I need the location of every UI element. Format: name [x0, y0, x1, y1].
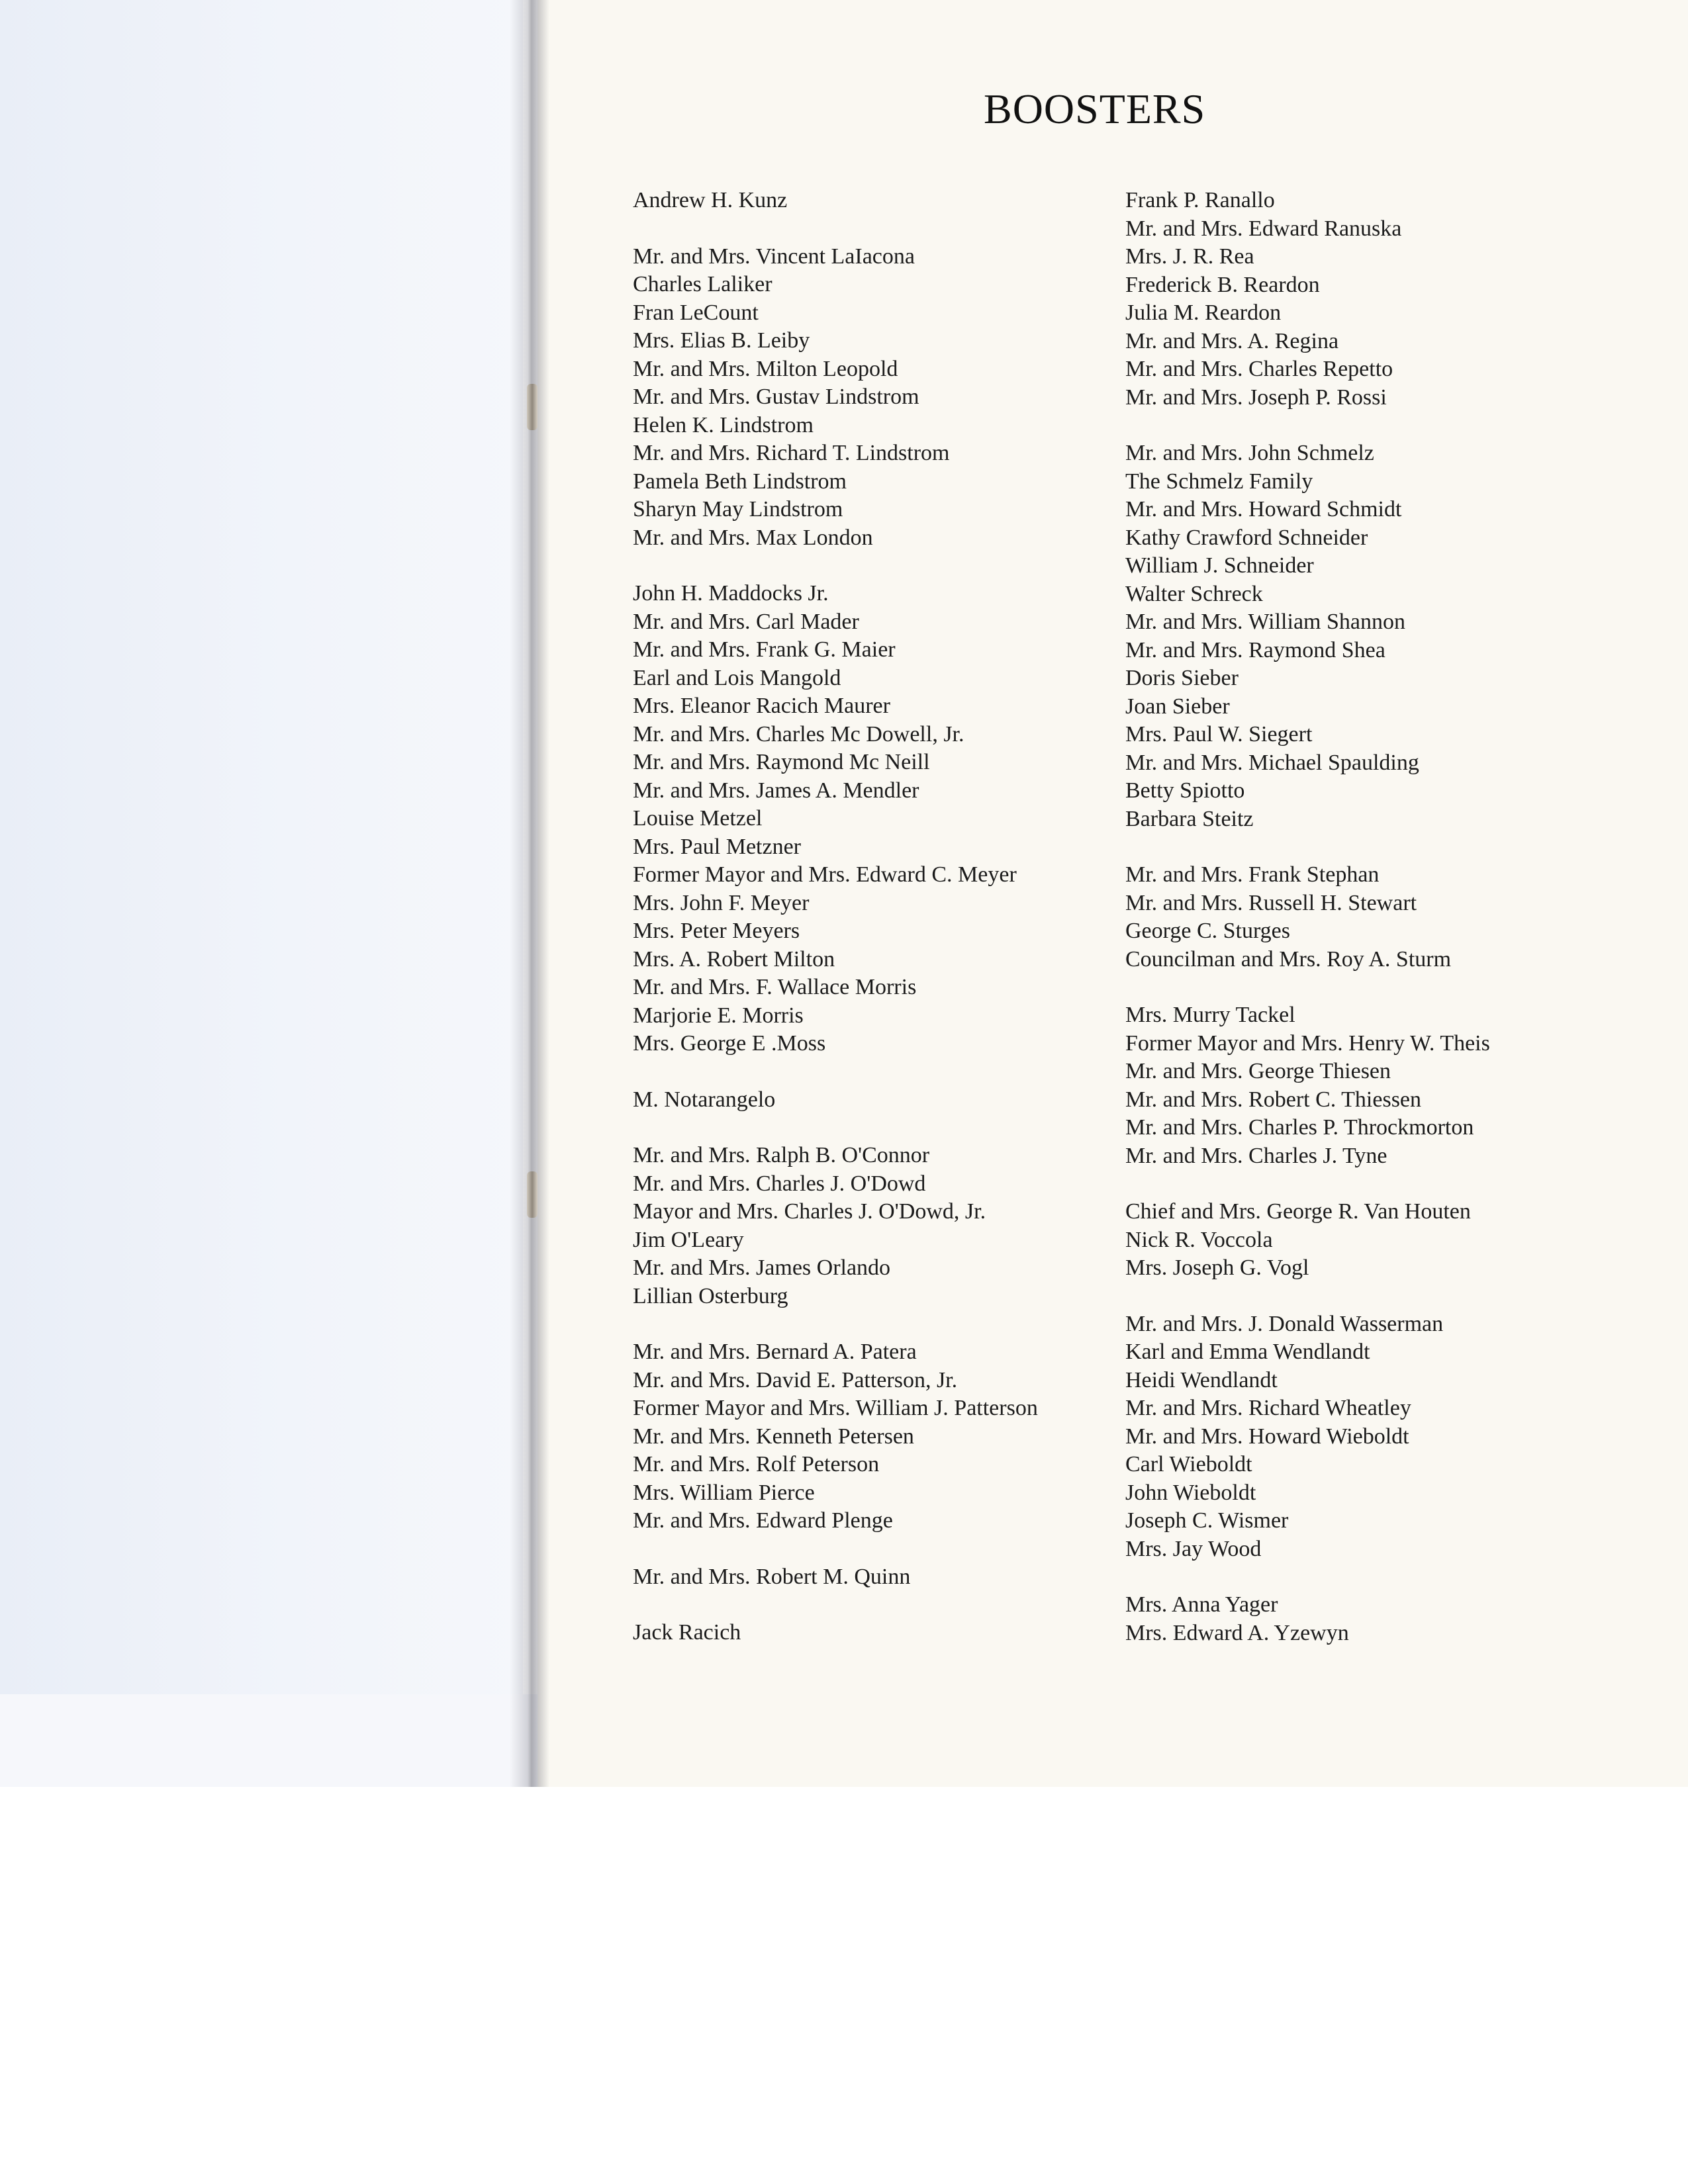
staple-bottom [527, 1171, 538, 1218]
booster-name: Mr. and Mrs. George Thiesen [1125, 1059, 1391, 1083]
booster-name: Mr. and Mrs. John Schmelz [1125, 441, 1374, 465]
booster-name: Mr. and Mrs. F. Wallace Morris [633, 975, 917, 999]
booster-name: Mr. and Mrs. Frank G. Maier [633, 637, 896, 662]
booster-name: Walter Schreck [1125, 581, 1263, 606]
booster-group [633, 1338, 1038, 1535]
booster-name: Mrs. A. Robert Milton [633, 946, 835, 972]
booster-name: George C. Sturges [1125, 919, 1291, 943]
booster-name: Mr. and Mrs. Ralph B. O'Connor [633, 1143, 930, 1167]
booster-name: Mr. and Mrs. Vincent LaIacona [633, 244, 915, 269]
booster-name: Chief and Mrs. George R. Van Houten [1125, 1199, 1471, 1224]
booster-name: Mrs. George E .Moss [633, 1031, 826, 1056]
booster-name: Earl and Lois Mangold [633, 665, 841, 690]
left-page-edge [0, 1694, 539, 1787]
booster-group [1125, 861, 1490, 974]
booster-name: Mrs. John F. Meyer [633, 890, 810, 915]
booster-name: Betty Spiotto [1125, 778, 1245, 803]
booster-name: Mr. and Mrs. Milton Leopold [633, 356, 898, 381]
booster-name: Mrs. Peter Meyers [633, 919, 800, 943]
booster-name: Mr. and Mrs. Rolf Peterson [633, 1452, 880, 1477]
boosters-left-column [633, 187, 1038, 1675]
booster-name: Mr. and Mrs. Robert M. Quinn [633, 1564, 911, 1589]
booster-name: Mr. and Mrs. Frank Stephan [1125, 862, 1380, 887]
booster-name: Heidi Wendlandt [1125, 1367, 1278, 1392]
booster-name: Mr. and Mrs. Richard Wheatley [1125, 1396, 1411, 1420]
booster-name: Mr. and Mrs. Charles Mc Dowell, Jr. [633, 721, 964, 747]
booster-name: Joan Sieber [1125, 694, 1230, 719]
booster-name: Mr. and Mrs. Max London [633, 525, 873, 550]
booster-name: Former Mayor and Mrs. Henry W. Theis [1125, 1030, 1490, 1056]
booster-name: M. Notarangelo [633, 1087, 776, 1112]
booster-name: Mr. and Mrs. Howard Wieboldt [1125, 1424, 1409, 1449]
booster-name: Lillian Osterburg [633, 1283, 788, 1308]
booster-name: John H. Maddocks Jr. [633, 581, 829, 606]
booster-name: Andrew H. Kunz [633, 188, 788, 212]
booster-group [1125, 439, 1490, 833]
booster-group [633, 243, 1038, 553]
booster-name: Mr. and Mrs. Michael Spaulding [1125, 750, 1419, 775]
booster-name: Mrs. William Pierce [633, 1480, 815, 1505]
booster-name: Mr. and Mrs. Charles Repetto [1125, 357, 1393, 381]
booster-name: Mrs. J. R. Rea [1125, 244, 1254, 269]
booster-name: Mr. and Mrs. Carl Mader [633, 609, 859, 634]
booster-name: Councilman and Mrs. Roy A. Sturm [1125, 946, 1452, 972]
booster-group [633, 1086, 1038, 1115]
booster-name: Nick R. Voccola [1125, 1227, 1273, 1252]
booster-name: Mayor and Mrs. Charles J. O'Dowd, Jr. [633, 1199, 986, 1224]
booster-group [1125, 1198, 1490, 1283]
booster-name: Mr. and Mrs. William Shannon [1125, 610, 1405, 634]
booster-name: Mr. and Mrs. A. Regina [1125, 328, 1339, 353]
booster-name: Jim O'Leary [633, 1227, 744, 1252]
booster-group [1125, 1310, 1490, 1564]
booster-name: Mr. and Mrs. Raymond Mc Neill [633, 750, 930, 774]
booster-name: Helen K. Lindstrom [633, 412, 814, 437]
booster-group [633, 1619, 1038, 1647]
booster-name: Mr. and Mrs. Charles J. O'Dowd [633, 1171, 926, 1196]
booster-name: Pamela Beth Lindstrom [633, 469, 847, 494]
booster-name: Mrs. Anna Yager [1125, 1592, 1278, 1617]
booster-name: Former Mayor and Mrs. Edward C. Meyer [633, 862, 1017, 887]
page-title: BOOSTERS [984, 85, 1206, 132]
scanner-background [0, 1787, 1688, 2184]
staple-top [527, 384, 538, 430]
booster-name: Mr. and Mrs. James A. Mendler [633, 778, 919, 803]
booster-name: Joseph C. Wismer [1125, 1508, 1289, 1533]
booster-name: Mrs. Paul Metzner [633, 834, 802, 859]
booster-name: Mr. and Mrs. Charles P. Throckmorton [1125, 1115, 1474, 1140]
booster-name: Fran LeCount [633, 300, 759, 325]
booster-name: The Schmelz Family [1125, 469, 1313, 494]
booster-name: Doris Sieber [1125, 666, 1239, 690]
booster-group [1125, 1591, 1490, 1647]
booster-name: Mr. and Mrs. Howard Schmidt [1125, 497, 1402, 522]
binding-gutter [510, 0, 549, 1787]
booster-name: Louise Metzel [633, 806, 763, 831]
booster-name: Mr. and Mrs. Charles J. Tyne [1125, 1143, 1387, 1168]
booster-name: Mr. and Mrs. J. Donald Wasserman [1125, 1311, 1444, 1336]
booster-name: Former Mayor and Mrs. William J. Patterson [633, 1396, 1038, 1420]
booster-name: Charles Laliker [633, 272, 773, 296]
booster-group [1125, 1001, 1490, 1170]
booster-name: Jack Racich [633, 1620, 741, 1645]
booster-name: Mr. and Mrs. Edward Plenge [633, 1508, 893, 1533]
booster-group [1125, 187, 1490, 412]
booster-name: Mrs. Murry Tackel [1125, 1003, 1295, 1027]
booster-name: Mr. and Mrs. Gustav Lindstrom [633, 385, 919, 409]
booster-group [633, 580, 1038, 1058]
booster-name: William J. Schneider [1125, 553, 1314, 578]
booster-name: Mr. and Mrs. Bernard A. Patera [633, 1340, 917, 1364]
booster-name: Barbara Steitz [1125, 806, 1254, 831]
booster-name: Carl Wieboldt [1125, 1452, 1252, 1477]
booster-name: Frederick B. Reardon [1125, 272, 1320, 297]
booster-name: Mrs. Edward A. Yzewyn [1125, 1620, 1349, 1645]
booster-name: Julia M. Reardon [1125, 300, 1282, 325]
booster-name: Mrs. Joseph G. Vogl [1125, 1255, 1309, 1280]
booster-name: Mr. and Mrs. Kenneth Petersen [633, 1424, 914, 1449]
left-blank-page [0, 0, 523, 1701]
booster-name: Mr. and Mrs. Russell H. Stewart [1125, 890, 1417, 915]
booster-name: Mrs. Jay Wood [1125, 1536, 1262, 1561]
booster-name: John Wieboldt [1125, 1480, 1256, 1505]
booster-group [633, 187, 1038, 215]
booster-name: Mr. and Mrs. James Orlando [633, 1255, 891, 1280]
booster-group [633, 1142, 1038, 1310]
booster-name: Mr. and Mrs. Raymond Shea [1125, 637, 1385, 662]
booster-name: Frank P. Ranallo [1125, 188, 1275, 212]
booster-name: Mr. and Mrs. Edward Ranuska [1125, 216, 1402, 241]
booster-name: Mr. and Mrs. Richard T. Lindstrom [633, 441, 950, 465]
boosters-right-column [1125, 187, 1490, 1675]
booster-name: Mrs. Eleanor Racich Maurer [633, 694, 890, 718]
booster-name: Karl and Emma Wendlandt [1125, 1340, 1370, 1364]
booster-name: Mr. and Mrs. Joseph P. Rossi [1125, 385, 1387, 410]
booster-group [633, 1563, 1038, 1592]
booster-name: Kathy Crawford Schneider [1125, 525, 1368, 550]
booster-name: Sharyn May Lindstrom [633, 497, 843, 522]
booster-name: Mr. and Mrs. Robert C. Thiessen [1125, 1087, 1422, 1112]
booster-name: Marjorie E. Morris [633, 1003, 804, 1028]
booster-name: Mr. and Mrs. David E. Patterson, Jr. [633, 1367, 958, 1392]
booster-name: Mrs. Elias B. Leiby [633, 328, 810, 353]
booster-name: Mrs. Paul W. Siegert [1125, 722, 1313, 747]
